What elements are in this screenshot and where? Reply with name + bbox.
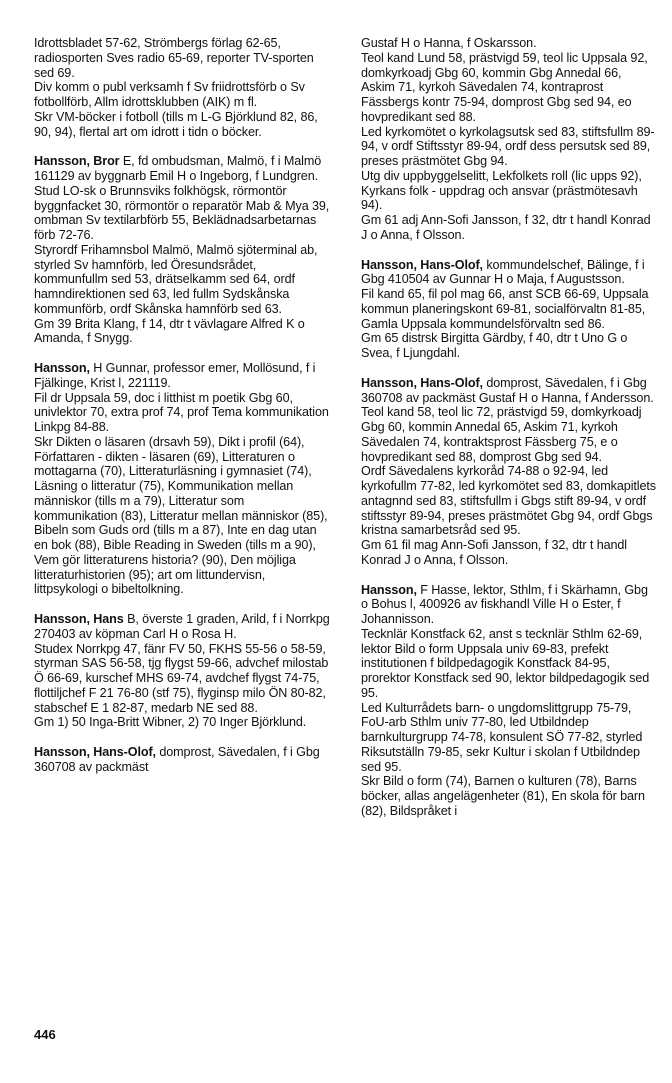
entry-intro: B, överste 1 graden, Arild, f i Norrkpg 270403 av köpman Carl H o Rosa H. bbox=[34, 612, 330, 641]
paragraph: Skr Dikten o läsaren (drsavh 59), Dikt i profil (64), Författaren - dikten - läsaren (69), Litteraturen o mottagarna (70), Litteraturläsning i gymnasiet (74), Läsning o litteratur (75), Kommunikation mellan människor (tills m a 79), Litteratur som kommunikation (83), Litteratur mellan människor (85), Bibeln som Guds ord (tills m a 87), Inte en dag utan en bok (88), Bible Reading in Sweden (tills m a 90), Vem gör litteraturens historia? (90), Den möjliga litteraturhistorien (95); art om littundervisn, littpsykologi o bibeltolkning. bbox=[34, 434, 328, 597]
entry-hansson-bror bbox=[34, 154, 330, 346]
entry-header bbox=[361, 376, 657, 406]
paragraph: Skr Bild o form (74), Barnen o kulturen (78), Barns böcker, allas angelägenheter (81), En skola för barn (82), Bildspråket i bbox=[361, 774, 645, 818]
entry-name: Hansson, Bror bbox=[34, 154, 120, 169]
paragraph: Styrordf Frihamnsbol Malmö, Malmö sjöterminal ab, styrled Sv hamnförb, led Öresundsrådet, kommunfullm sed 53, drätselkamm sed 64, ordf hamndirektionen sed 63, led fullm Sydskånska kommunförb, ordf Skånska hamnförb sed 63. bbox=[34, 242, 318, 316]
entry-header bbox=[361, 583, 657, 627]
entry-intro: F Hasse, lektor, Sthlm, f i Skärhamn, Gbg o Bohus l, 400926 av fiskhandl Ville H o Ester, f Johannisson. bbox=[361, 582, 648, 626]
entry-name: Hansson, Hans-Olof, bbox=[34, 745, 156, 759]
entry-name: Hansson, Hans-Olof, bbox=[361, 257, 483, 272]
entry-intro: domprost, Sävedalen, f i Gbg 360708 av packmäst Gustaf H o Hanna, f Andersson. bbox=[361, 375, 654, 405]
entry-name: Hansson, bbox=[361, 582, 417, 597]
paragraph: Skr VM-böcker i fotboll (tills m L-G Björklund 82, 86, 90, 94), flertal art om idrott i tidn o böcker. bbox=[34, 109, 318, 139]
paragraph: Idrottsbladet 57-62, Strömbergs förlag 62-65, radiosporten Sves radio 65-69, reporter TV-sporten sed 69. bbox=[34, 36, 314, 80]
paragraph: Teol kand 58, teol lic 72, prästvigd 59, domkyrkoadj Gbg 60, kommin Annedal 65, Askim 71, kyrkoh Sävedalen 74, kontraktsprost Fässberg 75, e o hovpredikant sed 88, domprost Gbg sed 94. bbox=[361, 405, 642, 464]
paragraph: Studex Norrkpg 47, fänr FV 50, FKHS 55-56 o 58-59, styrman SAS 56-58, tjg flygst 59-66, advchef milostab Ö 66-69, kurschef MHS 69-74, avdchef flygst 74-75, flottiljchef F 21 76-80 (stf 75), flyginsp milo ÖN 80-82, stabschef E 1 82-87, medarb NE sed 88. bbox=[34, 641, 329, 715]
paragraph: Ordf Sävedalens kyrkoråd 74-88 o 92-94, led kyrkofullm 77-82, led kyrkomötet sed 83, domkapitlets antagnnd sed 83, stiftsfullm i Gbgs stift 89-94, v ordf stiftsstyr 89-94, preses prästmötet Gbg 94, ordf Gbgs kristna samarbetsråd sed 95. bbox=[361, 464, 656, 538]
entry-name: Hansson, Hans-Olof, bbox=[361, 375, 483, 390]
paragraph: Gm 39 Brita Klang, f 14, dtr t vävlagare Alfred K o Amanda, f Snygg. bbox=[34, 316, 305, 346]
paragraph: Utg div uppbyggelselitt, Lekfolkets roll (lic upps 92), Kyrkans folk - uppdrag och ansvar (prästmötesavh 94). bbox=[361, 168, 642, 213]
entry-name: Hansson, Hans bbox=[34, 612, 124, 626]
entry-header bbox=[361, 258, 657, 288]
left-column bbox=[34, 36, 330, 790]
entry-hansson-hasse bbox=[361, 583, 657, 819]
page-number: 446 bbox=[34, 1027, 56, 1042]
entry-intro: kommundelschef, Bälinge, f i Gbg 410504 av Gunnar H o Maja, f Augustsson. bbox=[361, 257, 645, 287]
paragraph: Teol kand Lund 58, prästvigd 59, teol lic Uppsala 92, domkyrkoadj Gbg 60, kommin Gbg Annedal 66, Askim 71, kyrkoh Sävedalen 74, kontraprost Fässbergs kontr 75-94, domprost Gbg sed 94, eo hovpredikant sed 88. bbox=[361, 50, 648, 124]
paragraph: Stud LO-sk o Brunnsviks folkhögsk, rörmontör byggnfacket 30, rörmontör o reparatör Mab & Mya 39, ombman Sv textilarbförb 55, Beklädnadsarbetarnas förb 72-76. bbox=[34, 183, 330, 242]
paragraph: Gm 61 adj Ann-Sofi Jansson, f 32, dtr t handl Konrad J o Anna, f Olsson. bbox=[361, 213, 651, 242]
paragraph: Led kyrkomötet o kyrkolagsutsk sed 83, stiftsfullm 89-94, v ordf Stiftsstyr 89-94, ordf dess persutsk sed 89, preses prästmötet Gbg 94. bbox=[361, 124, 655, 168]
entry-continuation bbox=[361, 36, 657, 243]
entry-header bbox=[34, 612, 330, 642]
paragraph: Fil dr Uppsala 59, doc i litthist m poetik Gbg 60, univlektor 70, extra prof 74, prof Tema kommunikation Linkpg 84-88. bbox=[34, 390, 329, 434]
paragraph: Gm 1) 50 Inga-Britt Wibner, 2) 70 Inger Björklund. bbox=[34, 715, 307, 730]
entry-intro: domprost, Sävedalen, f i Gbg 360708 av packmäst bbox=[34, 745, 320, 774]
entry-hansson-hans-olof-2 bbox=[361, 258, 657, 361]
entry-hansson-hans bbox=[34, 612, 330, 730]
entry-hansson-hans-olof-3 bbox=[361, 376, 657, 568]
right-column bbox=[361, 36, 657, 834]
entry-intro: E, fd ombudsman, Malmö, f i Malmö 161129 av byggnarb Emil H o Ingeborg, f Lundgren. bbox=[34, 154, 322, 183]
paragraph: Div komm o publ verksamh f Sv friidrottsförb o Sv fotbollförb, Allm idrottsklubben (AIK) m fl. bbox=[34, 80, 305, 109]
entry-continuation bbox=[34, 36, 330, 139]
paragraph: Gm 61 fil mag Ann-Sofi Jansson, f 32, dtr t handl Konrad J o Anna, f Olsson. bbox=[361, 538, 628, 567]
entry-header bbox=[34, 361, 330, 391]
paragraph: Gm 65 distrsk Birgitta Gärdby, f 40, dtr t Uno G o Svea, f Ljungdahl. bbox=[361, 331, 628, 360]
entry-hansson-hans-olof-1 bbox=[34, 745, 330, 775]
entry-name: Hansson, bbox=[34, 361, 90, 375]
entry-header bbox=[34, 154, 330, 184]
paragraph: Gustaf H o Hanna, f Oskarsson. bbox=[361, 36, 537, 50]
paragraph: Led Kulturrådets barn- o ungdomslittgrupp 75-79, FoU-arb Sthlm univ 77-80, led Utbildndep barnkulturgrupp 74-78, konsulent SÖ 77-82, styrled Riksutställn 79-85, sekr Kultur i skolan f Utbildndep sed 95. bbox=[361, 700, 643, 774]
paragraph: Tecknlär Konstfack 62, anst s tecknlär Sthlm 62-69, lektor Bild o form Uppsala univ 69-83, prefekt institutionen f bildpedagogik Konstfack 84-95, prorektor Konstfack sed 90, lektor bildpedagogik sed 95. bbox=[361, 626, 650, 700]
entry-intro: H Gunnar, professor emer, Mollösund, f i Fjälkinge, Krist l, 221119. bbox=[34, 361, 316, 390]
entry-hansson-gunnar bbox=[34, 361, 330, 597]
paragraph: Fil kand 65, fil pol mag 66, anst SCB 66-69, Uppsala kommun planeringskont 69-81, socialförvaltn 81-85, Gamla Uppsala kommundelsförvaltn sed 86. bbox=[361, 287, 649, 331]
entry-header bbox=[34, 745, 330, 775]
